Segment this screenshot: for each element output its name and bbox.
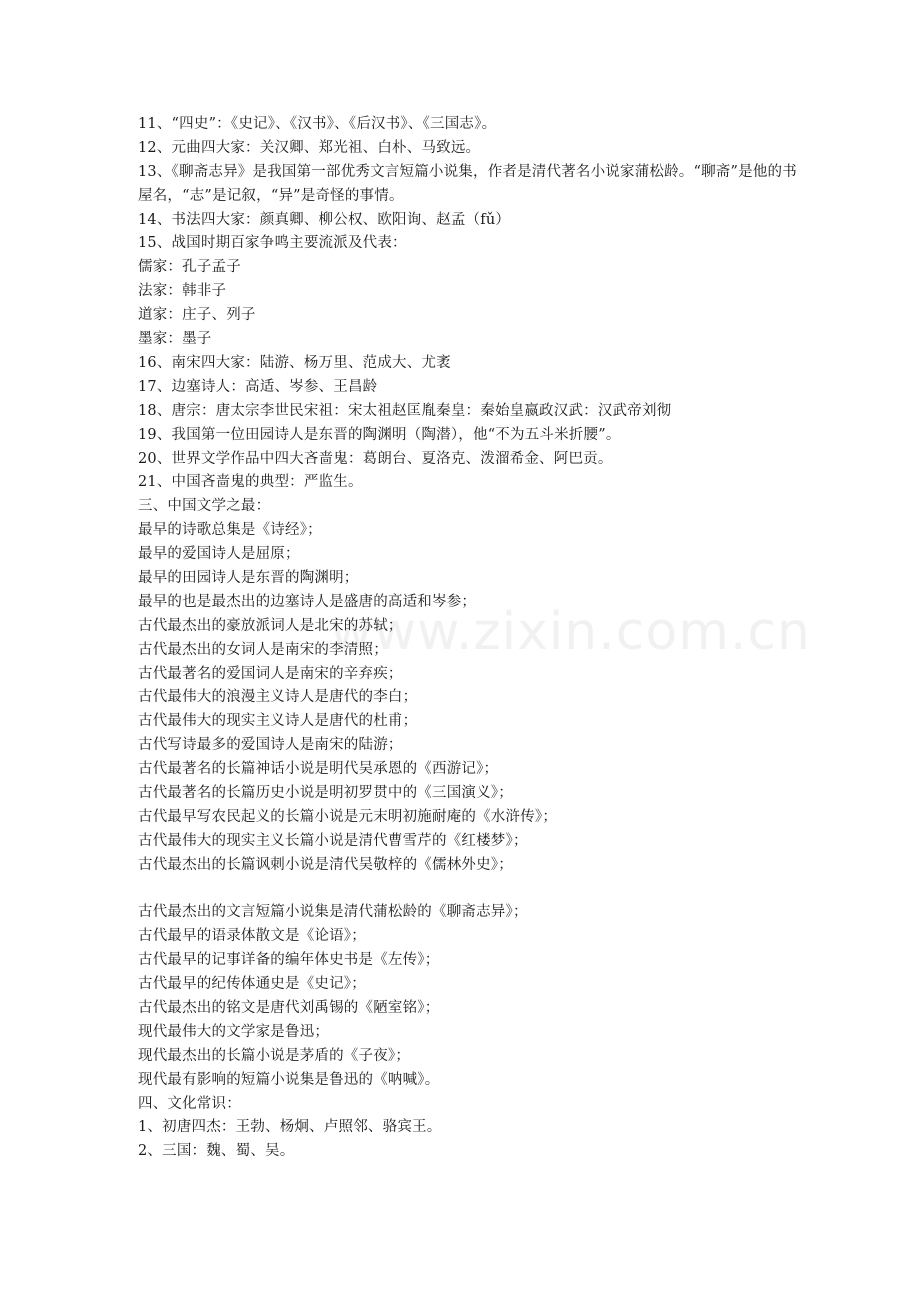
document-body bbox=[138, 113, 798, 1164]
text-line: 最早的也是最杰出的边塞诗人是盛唐的高适和岑参； bbox=[138, 593, 477, 610]
text-line: 古代最伟大的浪漫主义诗人是唐代的李白； bbox=[138, 689, 418, 706]
text-line: 古代最著名的长篇历史小说是明初罗贯中的《三国演义》； bbox=[138, 784, 513, 801]
section-heading: 四、文化常识： bbox=[138, 1095, 241, 1112]
text-line: 19、我国第一位田园诗人是东晋的陶渊明（陶潜），他“不为五斗米折腰”。 bbox=[138, 426, 621, 443]
text-line: 古代最早的纪传体通史是《史记》； bbox=[138, 976, 366, 993]
text-line: 墨家：墨子 bbox=[138, 331, 212, 348]
text-line: 1、初唐四杰：王勃、杨炯、卢照邻、骆宾王。 bbox=[138, 1119, 442, 1136]
text-line: 法家：韩非子 bbox=[138, 283, 227, 300]
text-line: 最早的爱国诗人是屈原； bbox=[138, 546, 300, 563]
text-line: 儒家：孔子孟子 bbox=[138, 259, 241, 276]
text-line: 15、战国时期百家争鸣主要流派及代表： bbox=[138, 235, 407, 252]
blank-line bbox=[138, 878, 798, 902]
text-line: 16、南宋四大家：陆游、杨万里、范成大、尤袤 bbox=[138, 354, 451, 371]
text-line: 古代最杰出的长篇讽刺小说是清代吴敬梓的《儒林外史》； bbox=[138, 856, 513, 873]
text-line: 12、元曲四大家：关汉卿、郑光祖、白朴、马致远。 bbox=[138, 139, 481, 156]
text-paragraph: 13、《聊斋志异》是我国第一部优秀文言短篇小说集，作者是清代著名小说家蒲松龄。“聊斋”是他的书屋名，“志”是记叙，“异”是奇怪的事情。 bbox=[138, 163, 797, 204]
text-line: 现代最伟大的文学家是鲁迅； bbox=[138, 1023, 330, 1040]
text-line: 古代最早的记事详备的编年体史书是《左传》； bbox=[138, 952, 440, 969]
text-line: 21、中国吝啬鬼的典型：严监生。 bbox=[138, 474, 363, 491]
text-line: 最早的诗歌总集是《诗经》； bbox=[138, 522, 322, 539]
text-line: 18、唐宗：唐太宗李世民宋祖：宋太祖赵匡胤秦皇：秦始皇嬴政汉武：汉武帝刘彻 bbox=[138, 402, 672, 419]
text-line: 20、世界文学作品中四大吝啬鬼：葛朗台、夏洛克、泼溜希金、阿巴贡。 bbox=[138, 450, 613, 467]
text-line: 最早的田园诗人是东晋的陶渊明； bbox=[138, 569, 359, 586]
text-line: 古代最著名的长篇神话小说是明代吴承恩的《西游记》； bbox=[138, 761, 499, 778]
text-line: 古代最早的语录体散文是《论语》； bbox=[138, 928, 366, 945]
section-heading: 三、中国文学之最： bbox=[138, 498, 271, 515]
watermark: www.zixin.com.cn bbox=[330, 602, 811, 662]
text-line: 14、书法四大家：颜真卿、柳公权、欧阳询、赵孟（fǔ） bbox=[138, 211, 511, 228]
text-line: 2、三国：魏、蜀、吴。 bbox=[138, 1143, 295, 1160]
text-line: 11、“四史”：《史记》、《汉书》、《后汉书》、《三国志》。 bbox=[138, 116, 497, 132]
text-line: 古代最著名的爱国词人是南宋的辛弃疾； bbox=[138, 665, 403, 682]
text-line: 古代最杰出的铭文是唐代刘禹锡的《陋室铭》； bbox=[138, 999, 440, 1016]
text-line: 古代最早写农民起义的长篇小说是元末明初施耐庵的《水浒传》； bbox=[138, 808, 558, 825]
text-line: 古代写诗最多的爱国诗人是南宋的陆游； bbox=[138, 737, 403, 754]
text-line: 道家：庄子、列子 bbox=[138, 307, 256, 324]
text-line: 古代最杰出的女词人是南宋的李清照； bbox=[138, 641, 388, 658]
text-line: 古代最杰出的豪放派词人是北宋的苏轼； bbox=[138, 617, 403, 634]
text-line: 现代最有影响的短篇小说集是鲁迅的《呐喊》。 bbox=[138, 1071, 440, 1088]
text-line: 17、边塞诗人：高适、岑参、王昌龄 bbox=[138, 378, 378, 395]
text-line: 古代最伟大的现实主义诗人是唐代的杜甫； bbox=[138, 713, 418, 730]
text-line: 古代最伟大的现实主义长篇小说是清代曹雪芹的《红楼梦》； bbox=[138, 832, 528, 849]
text-line: 古代最杰出的文言短篇小说集是清代蒲松龄的《聊斋志异》； bbox=[138, 904, 528, 921]
text-line: 现代最杰出的长篇小说是茅盾的《子夜》； bbox=[138, 1047, 411, 1064]
